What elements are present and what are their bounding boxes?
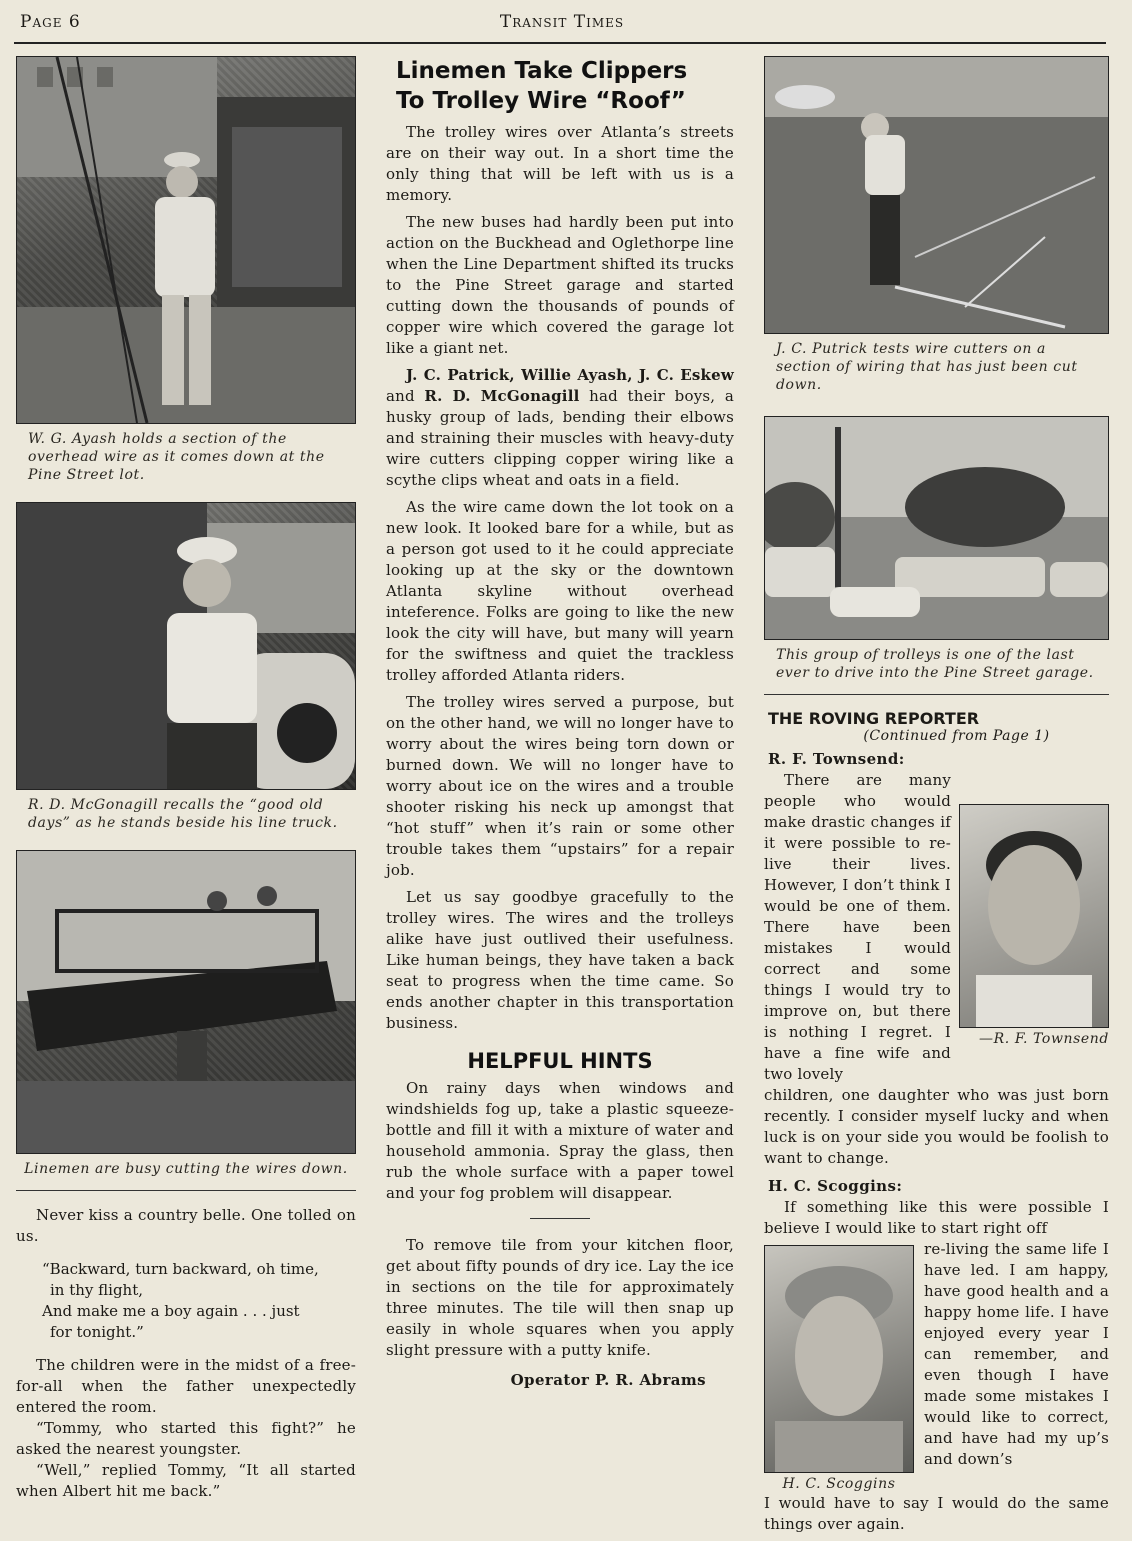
article-paragraph: As the wire came down the lot took on a new look. It looked bare for a while, but as a person got used to it he could appreciate looking up at the sky or the downtown Atlanta skyline without overhead inteference. Folks are going to like the new look the city will have, but many will yearn for the swiftness and quiet the trackless trolley afforded Atlanta riders. (386, 498, 734, 684)
column-right (764, 56, 1109, 1541)
scoggins-response: If something like this were possible I believe I would like to start right off (764, 1198, 1109, 1237)
hint-paragraph: To remove tile from your kitchen floor, get about fifty pounds of dry ice. Lay the ice in sections on the tile for approximately three minutes. The tile will then snap up easily in whole squares when you apply slight pressure with a putty knife. (386, 1236, 734, 1359)
hint-divider (530, 1218, 590, 1219)
article-paragraph: The new buses had hardly been put into action on the Buckhead and Oglethorpe line when the Line Department shifted its trucks to the Pine Street garage and started cutting down the thousands of pounds of copper wire which covered the garage lot like a giant net. (386, 213, 734, 357)
article-paragraph: Let us say goodbye gracefully to the trolley wires. The wires and the trolleys alike have just outlived their usefulness. Like human beings, they have taken a back seat to progress when the time came. So ends another chapter in this transportation business. (386, 888, 734, 1032)
photo-ayash-caption: W. G. Ayash holds a section of the overhead wire as it comes down at the Pine Street lot. (28, 431, 325, 483)
headline-line: Linemen Take Clippers (396, 58, 688, 84)
interviewee-name: H. C. Scoggins: (768, 1177, 903, 1195)
column-middle (386, 56, 734, 1389)
scoggins-response: I would have to say I would do the same things over again. (764, 1494, 1109, 1533)
photo-townsend-caption: —R. F. Townsend (978, 1031, 1109, 1047)
photo-patrick-caption: J. C. Putrick tests wire cutters on a section of wiring that has just been cut down. (776, 341, 1078, 393)
scoggins-block (764, 1239, 1109, 1535)
photo-ayash (16, 56, 356, 424)
paragraph-text: had their boys, a husky group of lads, bending their elbows and straining their muscles with heavy-duty wire cutters clipping copper wiring like a scythe clips wheat and oats in a field. (386, 387, 734, 489)
joke-fight: “Well,” replied Tommy, “It all started when Albert hit me back.” (16, 1461, 356, 1500)
column-left (16, 56, 356, 1508)
crew-names: J. C. Patrick, Willie Ayash, J. C. Eskew (406, 366, 734, 384)
poem (16, 1259, 356, 1343)
column-divider (16, 1190, 356, 1191)
hint-byline: Operator P. R. Abrams (510, 1371, 706, 1389)
townsend-response: There are many people who would make drastic changes if it were possible to re-live their lives. However, I don’t think I would be one of them. There have been mistakes I would correct and some things I would try to improve on, but there is nothing I regret. I have a fine wife and two lovely (764, 771, 951, 1083)
header-rule (14, 42, 1106, 44)
hint-paragraph: On rainy days when windows and windshields fog up, take a plastic squeeze-bottle and fill it with a mixture of water and household ammonia. Spray the glass, then rub the whole surface with a paper towel and your fog problem will disappear. (386, 1079, 734, 1202)
conjunction: and (386, 387, 425, 405)
column-divider (764, 694, 1109, 695)
scoggins-response: re-living the same life I have led. I am happy, have good health and a happy home life. I have enjoyed every year I can remember, and even though I have made some mistakes I would like to correct, and have had my up’s and down’s (924, 1240, 1109, 1468)
poem-line: “Backward, turn backward, oh time, (42, 1260, 319, 1278)
townsend-block (764, 770, 1109, 1169)
joke-fight: “Tommy, who started this fight?” he asked the nearest youngster. (16, 1419, 356, 1458)
scoggins-photo-wrap (764, 1245, 914, 1493)
headline-line: To Trolley Wire “Roof” (396, 88, 686, 114)
joke-fight: The children were in the midst of a free-for-all when the father unexpectedly entered the room. (16, 1356, 356, 1416)
joke-country-belle: Never kiss a country belle. One tolled on us. (16, 1206, 356, 1245)
photo-trolleys (764, 416, 1109, 640)
article-paragraph: The trolley wires over Atlanta’s streets are on their way out. In a short time the only thing that will be left with us is a memory. (386, 123, 734, 204)
page-number: Page 6 (20, 12, 81, 32)
photo-patrick (764, 56, 1109, 334)
poem-line: in thy flight, (50, 1281, 144, 1299)
continued-note: (Continued from Page 1) (863, 728, 1050, 744)
photo-linemen-caption: Linemen are busy cutting the wires down. (24, 1161, 348, 1177)
interviewee-name: R. F. Townsend: (768, 750, 905, 768)
townsend-response: children, one daughter who was just born recently. I consider myself lucky and when luck is on your side you would be foolish to want to change. (764, 1086, 1109, 1167)
article-paragraph: The trolley wires served a purpose, but on the other hand, we will no longer have to worry about the wires being torn down or burned down. We will no longer have to worry about ice on the wires and a trouble shooter risking his neck up amongst that “hot stuff” when it’s rain or some other trouble takes them “upstairs” for a repair job. (386, 693, 734, 879)
poem-line: And make me a boy again . . . just (42, 1302, 300, 1320)
photo-mcgonagill (16, 502, 356, 790)
photo-scoggins (764, 1245, 914, 1473)
page-header (20, 8, 1104, 38)
photo-townsend (959, 804, 1109, 1028)
photo-trolleys-caption: This group of trolleys is one of the last ever to drive into the Pine Street garage. (776, 647, 1094, 681)
photo-scoggins-caption: H. C. Scoggins (782, 1476, 896, 1492)
poem-line: for tonight.” (50, 1323, 144, 1341)
photo-linemen (16, 850, 356, 1154)
article-headline (396, 56, 734, 116)
crew-name: R. D. McGonagill (424, 387, 580, 405)
hints-title: HELPFUL HINTS (467, 1049, 653, 1073)
publication-title: Transit Times (499, 12, 625, 32)
article-paragraph (386, 365, 734, 491)
roving-reporter-title: THE ROVING REPORTER (768, 709, 980, 728)
photo-mcgonagill-caption: R. D. McGonagill recalls the “good old days” as he stands beside his line truck. (28, 797, 338, 831)
townsend-photo-wrap (959, 804, 1109, 1048)
